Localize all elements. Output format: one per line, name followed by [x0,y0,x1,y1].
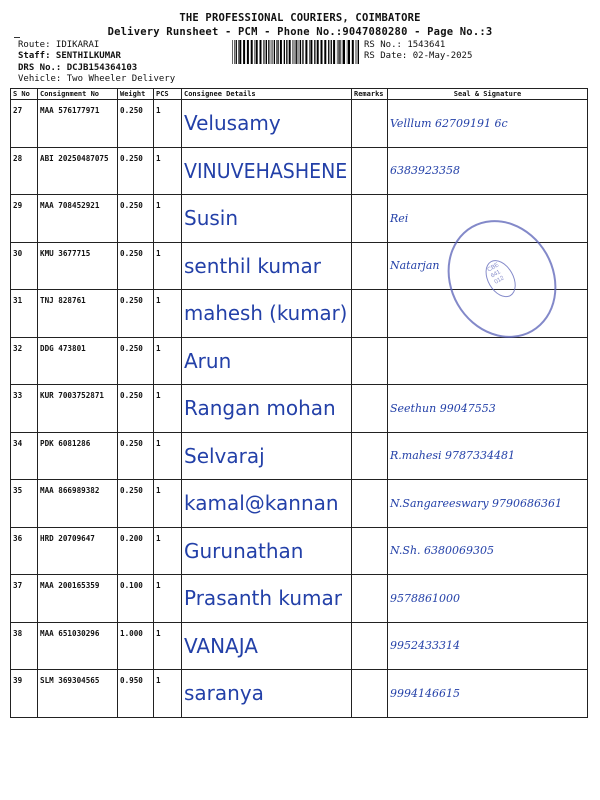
table-row [11,147,588,195]
handwritten-consignee-name: Selvaraj [184,443,265,468]
table-row [11,480,588,528]
pcs-cell: 1 [154,100,182,148]
table-row [11,575,588,623]
handwritten-signature: Natarjan [390,259,440,273]
pcs-cell: 1 [154,432,182,480]
pcs-cell: 1 [154,527,182,575]
table-row [11,432,588,480]
header-consignee: Consignee Details [182,89,352,100]
barcode-image [232,40,359,64]
handwritten-signature: 9994146615 [390,686,460,700]
pcs-cell: 1 [154,385,182,433]
signature-cell [388,385,588,433]
handwritten-signature: Seethun 99047553 [390,401,496,415]
handwritten-consignee-name: VINUVEHASHENE [184,158,348,183]
header-signature: Seal & Signature [388,89,588,100]
consignment-cell: MAA 576177971 [38,100,118,148]
handwritten-signature: Velllum 62709191 6c [390,116,508,130]
staff-label: Staff: SENTHILKUMAR [18,51,121,61]
handwritten-consignee-name: VANAJA [184,633,258,658]
weight-cell: 0.250 [118,290,154,338]
route-label: Route: IDIKARAI [18,40,100,50]
consignee-cell [182,670,352,718]
header-weight: Weight [118,89,154,100]
weight-cell: 0.250 [118,385,154,433]
remarks-cell [352,527,388,575]
consignment-cell: MAA 708452921 [38,195,118,243]
consignee-cell [182,432,352,480]
table-row [11,527,588,575]
pcs-cell: 1 [154,195,182,243]
consignment-cell: MAA 200165359 [38,575,118,623]
handwritten-consignee-name: saranya [184,681,264,706]
weight-cell: 1.000 [118,622,154,670]
handwritten-signature: R.mahesi 9787334481 [390,449,516,463]
rs-date: RS Date: 02-May-2025 [364,51,473,61]
consignment-cell: KUR 7003752871 [38,385,118,433]
handwritten-signature: 9952433314 [390,639,460,653]
handwritten-consignee-name: Velusamy [184,111,281,136]
signature-cell [388,575,588,623]
sno-cell: 27 [11,100,38,148]
remarks-cell [352,432,388,480]
sno-cell: 34 [11,432,38,480]
signature-cell [388,622,588,670]
handwritten-consignee-name: Prasanth kumar [184,586,343,611]
handwritten-consignee-name: mahesh (kumar) [184,301,348,326]
pcs-cell: 1 [154,622,182,670]
pcs-cell: 1 [154,337,182,385]
remarks-cell [352,242,388,290]
table-row [11,622,588,670]
consignee-cell [182,100,352,148]
table-header-row [11,89,588,100]
remarks-cell [352,385,388,433]
sno-cell: 32 [11,337,38,385]
consignee-cell [182,527,352,575]
weight-cell: 0.250 [118,100,154,148]
weight-cell: 0.250 [118,195,154,243]
sno-cell: 36 [11,527,38,575]
handwritten-signature: 9578861000 [390,591,460,605]
consignee-cell [182,242,352,290]
sno-cell: 38 [11,622,38,670]
consignment-cell: MAA 651030296 [38,622,118,670]
weight-cell: 0.950 [118,670,154,718]
handwritten-consignee-name: Arun [184,348,232,373]
header-consignment: Consignment No [38,89,118,100]
consignee-cell [182,195,352,243]
pcs-cell: 1 [154,480,182,528]
signature-cell [388,670,588,718]
pcs-cell: 1 [154,290,182,338]
remarks-cell [352,147,388,195]
remarks-cell [352,195,388,243]
consignee-cell [182,337,352,385]
weight-cell: 0.250 [118,432,154,480]
consignee-cell [182,290,352,338]
weight-cell: 0.250 [118,147,154,195]
stamp-text: CBE 641 012 [486,262,506,286]
sno-cell: 37 [11,575,38,623]
signature-cell [388,480,588,528]
handwritten-signature: Rei [390,211,409,225]
consignment-cell: TNJ 828761 [38,290,118,338]
drs-number: DRS No.: DCJB154364103 [18,63,138,73]
rs-number: RS No.: 1543641 [364,40,446,50]
weight-cell: 0.250 [118,480,154,528]
runsheet-table [10,88,588,718]
table-row [11,337,588,385]
page-subtitle: Delivery Runsheet - PCM - Phone No.:9047080280 - Page No.:3 [107,26,493,38]
consignment-cell: MAA 866989382 [38,480,118,528]
weight-cell: 0.250 [118,242,154,290]
weight-cell: 0.200 [118,527,154,575]
signature-cell [388,432,588,480]
remarks-cell [352,100,388,148]
table-row [11,385,588,433]
weight-cell: 0.250 [118,337,154,385]
table-row [11,670,588,718]
handwritten-consignee-name: kamal@kannan [184,491,339,516]
handwritten-signature: 6383923358 [390,164,460,178]
handwritten-consignee-name: Gurunathan [184,538,304,563]
header-sno: S No [11,89,38,100]
sno-cell: 29 [11,195,38,243]
consignment-cell: PDK 6081286 [38,432,118,480]
sno-cell: 30 [11,242,38,290]
remarks-cell [352,337,388,385]
consignment-cell: SLM 369304565 [38,670,118,718]
sno-cell: 35 [11,480,38,528]
consignee-cell [182,575,352,623]
signature-cell [388,527,588,575]
handwritten-consignee-name: Susin [184,206,239,231]
consignee-cell [182,385,352,433]
header-remarks: Remarks [352,89,388,100]
sno-cell: 39 [11,670,38,718]
table-row [11,100,588,148]
page-title: THE PROFESSIONAL COURIERS, COIMBATORE [179,12,421,24]
signature-cell [388,337,588,385]
handwritten-consignee-name: Rangan mohan [184,396,336,421]
remarks-cell [352,622,388,670]
consignee-cell [182,622,352,670]
signature-cell [388,147,588,195]
signature-cell [388,100,588,148]
consignee-cell [182,147,352,195]
consignment-cell: HRD 20709647 [38,527,118,575]
handwritten-consignee-name: senthil kumar [184,253,321,278]
remarks-cell [352,290,388,338]
header-pcs: PCS [154,89,182,100]
remarks-cell [352,670,388,718]
sno-cell: 31 [11,290,38,338]
consignment-cell: DDG 473801 [38,337,118,385]
sno-cell: 28 [11,147,38,195]
consignment-cell: KMU 3677715 [38,242,118,290]
pcs-cell: 1 [154,575,182,623]
remarks-cell [352,575,388,623]
consignment-cell: ABI 20250487075 [38,147,118,195]
weight-cell: 0.100 [118,575,154,623]
sno-cell: 33 [11,385,38,433]
pcs-cell: 1 [154,670,182,718]
handwritten-signature: N.Sangareeswary 9790686361 [390,496,563,510]
remarks-cell [352,480,388,528]
consignee-cell [182,480,352,528]
vehicle-label: Vehicle: Two Wheeler Delivery [18,74,176,84]
pcs-cell: 1 [154,147,182,195]
handwritten-signature: N.Sh. 6380069305 [390,544,495,558]
pcs-cell: 1 [154,242,182,290]
